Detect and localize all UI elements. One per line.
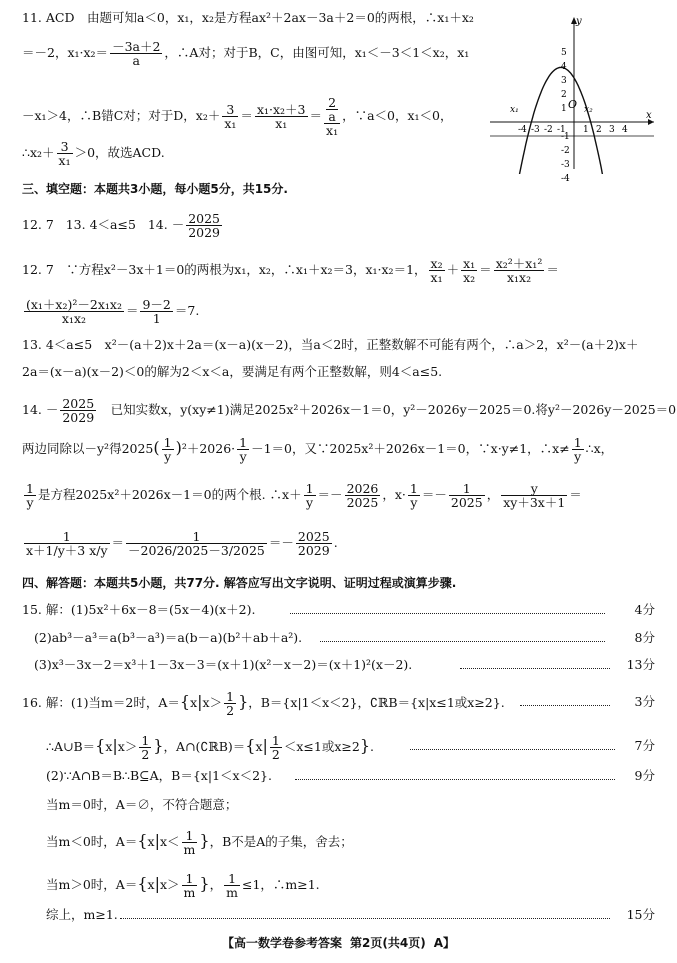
brace-open: {	[95, 736, 106, 755]
text: 当m＜0时，A＝	[46, 834, 138, 849]
brace-close: }	[359, 736, 370, 755]
denominator: y	[164, 449, 172, 464]
q11-line4	[22, 140, 165, 167]
denominator: y	[239, 449, 247, 464]
numerator: 1	[182, 872, 198, 886]
fraction	[237, 436, 249, 463]
fraction	[494, 257, 545, 284]
text: 两边同除以－y²得2025	[22, 441, 154, 456]
numerator: 1	[163, 435, 172, 450]
q13-line1: 13. 4＜a≤5 x²－(a＋2)x＋2a＝(x－a)(x－2)，当a＜2时，正整数解不可能有两个，∴a＞2，x²－(a＋2)x＋	[22, 337, 639, 352]
q15-line3: (3)x³－3x－2＝x³＋1－3x－3＝(x＋1)(x²－x－2)＝(x＋1)²(x－2).	[34, 657, 413, 672]
brace-open: {	[245, 736, 256, 755]
brace-close: }	[238, 692, 249, 711]
denominator: m	[183, 885, 196, 900]
numerator: 1	[239, 435, 248, 450]
section-3-heading: 三、填空题：本题共3小题，每小题5分，共15分.	[22, 182, 288, 196]
q15-line1: 15. 解：(1)5x²＋6x－8＝(5x－4)(x＋2).	[22, 602, 256, 617]
q12-line1	[22, 257, 559, 284]
denominator: m	[183, 842, 196, 857]
score: 4分	[634, 602, 655, 617]
denominator: 2	[141, 747, 150, 762]
text: ＝	[125, 303, 139, 318]
text: x＞	[117, 739, 138, 754]
text: －x₁＞4，∴B错C对；对于D，x₂＋	[22, 108, 221, 123]
section-4-heading: 四、解答题：本题共5小题，共77分. 解答应写出文字说明、证明过程或演算步骤.	[22, 576, 457, 590]
bar: |	[154, 874, 160, 893]
text: x	[190, 695, 198, 710]
q16-line2	[46, 734, 374, 761]
denominator: xy＋3x＋1	[503, 495, 566, 510]
denominator: y	[410, 495, 418, 510]
numerator: 1	[26, 481, 34, 496]
bar: |	[154, 831, 160, 850]
text: x	[147, 834, 155, 849]
y-tick-label: 2	[561, 90, 567, 100]
fraction	[270, 734, 282, 761]
text: ∴x，	[585, 441, 614, 456]
q12-line2	[22, 298, 199, 325]
fraction	[139, 734, 151, 761]
score: 15分	[626, 907, 655, 922]
text: ＝	[546, 262, 559, 277]
text: 12. 7	[22, 217, 54, 232]
text: ∴x₂＋	[22, 145, 55, 160]
fraction	[461, 257, 477, 284]
numerator	[324, 96, 340, 124]
parabola-graph	[488, 14, 658, 184]
text: 12. 7 ∵方程x²－3x＋1＝0的两根为x₁，x₂，∴x₁＋x₂＝3，x₁·x₂＝1，	[22, 262, 427, 277]
numerator: 2026	[346, 481, 379, 496]
text: .	[370, 739, 374, 754]
denominator: x₁	[430, 270, 443, 285]
bar: |	[112, 736, 118, 755]
denominator: x＋1/y＋3 x/y	[26, 543, 108, 558]
text: ＝－	[268, 535, 294, 550]
fraction	[449, 482, 485, 509]
bar: |	[262, 736, 268, 755]
fraction	[24, 482, 36, 509]
fraction	[304, 482, 316, 509]
x-tick-label: 1	[583, 125, 589, 135]
text: 14. －	[147, 217, 185, 232]
text: ，	[209, 877, 223, 892]
fraction	[222, 103, 238, 130]
denominator: x₁	[58, 153, 71, 168]
text: ＝－	[421, 487, 447, 502]
leader-dots	[460, 659, 610, 669]
denominator: a	[132, 53, 140, 68]
q16-line5	[46, 829, 353, 856]
text: ≤1，∴m≥1.	[241, 877, 320, 892]
brace-close: }	[153, 736, 164, 755]
text: ，B不是A的子集，舍去；	[209, 834, 353, 849]
brace-close: }	[199, 831, 210, 850]
y-tick-label: -4	[561, 174, 570, 184]
q14-line1	[22, 397, 676, 424]
numerator: x₁·x₂＋3	[256, 102, 306, 117]
denominator: x₁x₂	[506, 270, 532, 285]
q11-line1: 11. ACD 由题可知a＜0，x₁，x₂是方程ax²＋2ax－3a＋2＝0的两根，∴x₁＋x₂	[22, 10, 474, 25]
numerator: 1	[126, 530, 267, 544]
text: ，x·	[382, 487, 406, 502]
q14-line3	[22, 482, 582, 509]
numerator: 3	[222, 103, 238, 117]
denominator: x₁	[224, 116, 237, 131]
text: ，A∩(∁ℝB)＝	[163, 739, 246, 754]
leader-dots	[290, 604, 605, 614]
leader-dots	[520, 696, 610, 706]
x-axis-label: x	[646, 110, 652, 121]
denominator: y	[26, 495, 34, 510]
text: ∴A∪B＝	[46, 739, 96, 754]
text: 已知实数x，y(xy≠1)满足2025x²＋2026x－1＝0，y²－2026y－2025＝0.将y²－2026y－2025＝0	[98, 402, 677, 417]
numerator: 1	[305, 481, 314, 496]
numerator: 9－2	[142, 297, 171, 312]
text: ＝	[479, 262, 492, 277]
y-tick-labels	[561, 48, 570, 184]
numerator: 1	[271, 733, 280, 748]
denominator: 2029	[297, 543, 330, 558]
denominator: 2025	[346, 495, 379, 510]
denominator: y	[574, 449, 582, 464]
text: x＜	[159, 834, 180, 849]
text: ＝7.	[174, 303, 200, 318]
text: 是方程2025x²＋2026x－1＝0的两个根. ∴x＋	[37, 487, 302, 502]
text: ＝－	[317, 487, 343, 502]
text: .	[333, 535, 338, 550]
numerator: 1	[409, 481, 418, 496]
text: ＞0，故选ACD.	[74, 145, 165, 160]
denominator: a	[328, 109, 336, 124]
denominator: 2025	[450, 495, 483, 510]
text: x＞	[202, 695, 223, 710]
footer-page: 第2页(共4页)	[350, 936, 426, 950]
text: ＋	[446, 262, 460, 277]
denominator: x₁	[326, 123, 339, 138]
y-tick-label: 4	[561, 62, 567, 72]
fraction	[429, 257, 445, 284]
text: ，∴A对；对于B，C，由图可知，x₁＜－3＜1＜x₂，x₁	[164, 45, 470, 60]
fraction	[408, 482, 420, 509]
leader-dots	[120, 909, 610, 919]
text: ，	[486, 487, 500, 502]
q16-line1	[22, 690, 505, 717]
fraction	[326, 96, 338, 123]
denominator: －2026/2025－3/2025	[128, 543, 265, 558]
q16-line3: (2)∵A∩B＝B∴B⊆A，B＝{x|1＜x＜2}.	[46, 768, 272, 783]
score: 3分	[634, 694, 655, 709]
x2-label: x₂	[584, 105, 593, 115]
denominator: x₂	[463, 270, 476, 285]
fraction	[162, 436, 174, 463]
leader-dots	[295, 770, 615, 780]
text: ，∵a＜0，x₁＜0，	[342, 108, 453, 123]
numerator: 3	[57, 140, 73, 154]
fraction	[501, 482, 567, 509]
text: x	[147, 877, 155, 892]
x1-label: x₁	[510, 105, 519, 115]
numerator: 2025	[62, 396, 95, 411]
denominator: 2	[226, 703, 235, 718]
page-footer	[0, 934, 677, 951]
q15-line2: (2)ab³－a³＝a(b³－a³)＝a(b－a)(b²＋ab＋a²).	[34, 630, 303, 645]
denominator: y	[306, 495, 314, 510]
text: ＝－2，x₁·x₂＝	[22, 45, 109, 60]
x-tick-label: -3	[531, 125, 540, 135]
numerator: 1	[573, 435, 582, 450]
fraction	[24, 298, 124, 325]
denominator: 2	[271, 747, 280, 762]
q11-line3	[22, 96, 453, 137]
numerator: x₂	[430, 256, 443, 271]
text: x	[255, 739, 263, 754]
fraction	[224, 690, 236, 717]
x-tick-label: 3	[609, 125, 615, 135]
y-tick-label: 5	[561, 48, 567, 58]
q14-line2	[22, 436, 613, 463]
y-axis-label: y	[576, 16, 582, 27]
numerator: 1	[24, 530, 110, 544]
brace-open: {	[137, 831, 148, 850]
denominator: x₁x₂	[61, 311, 87, 326]
numerator: 1	[224, 872, 240, 886]
brace-close: }	[199, 874, 210, 893]
fraction	[296, 530, 332, 557]
denominator: m	[226, 885, 238, 900]
fraction	[186, 212, 222, 239]
fraction	[126, 530, 267, 557]
q16-line7: 综上，m≥1.	[46, 907, 118, 922]
brace-open: {	[137, 874, 148, 893]
denominator: 1	[152, 311, 161, 326]
y-tick-label: -1	[561, 132, 570, 142]
answers-line	[22, 212, 224, 239]
text: ＝	[111, 535, 125, 550]
brace-open: {	[179, 692, 191, 711]
y-tick-label: 1	[561, 104, 567, 114]
x-tick-label: -2	[544, 125, 553, 135]
y-tick-label: -3	[561, 160, 570, 170]
fraction	[60, 397, 96, 424]
text: ＜x≤1或x≥2	[283, 739, 360, 754]
fraction	[255, 103, 308, 130]
fraction	[224, 872, 240, 899]
numerator: x₂²＋x₁²	[495, 256, 543, 271]
leader-dots	[410, 740, 615, 750]
q16-line4: 当m＝0时，A＝∅，不符合题意；	[46, 797, 238, 812]
q14-line4	[22, 530, 338, 557]
x-tick-label: 4	[622, 125, 628, 135]
numerator: 2025	[188, 211, 221, 226]
text: 16. 解：(1)当m＝2时，A＝	[22, 695, 180, 710]
y-tick-label: 3	[561, 76, 567, 86]
fraction	[140, 298, 172, 325]
denominator: 2029	[62, 410, 95, 425]
numerator: 1	[449, 482, 485, 496]
x-tick-label: -4	[518, 125, 527, 135]
text: ＝	[240, 108, 253, 123]
numerator: 2025	[297, 529, 330, 544]
paren-close: )	[175, 438, 182, 457]
x-tick-labels	[518, 125, 628, 135]
numerator: 1	[141, 733, 150, 748]
score: 8分	[634, 630, 655, 645]
origin-label: O	[568, 98, 578, 111]
numerator: y	[501, 482, 567, 496]
text: －1＝0，又∵2025x²＋2026x－1＝0，∵x·y≠1，∴x≠	[251, 441, 570, 456]
bar: |	[197, 692, 203, 711]
numerator: x₁	[463, 256, 476, 271]
score: 9分	[634, 768, 655, 783]
denominator: 2029	[188, 225, 221, 240]
text: ＝	[309, 108, 323, 123]
text: ²＋2026·	[181, 441, 236, 456]
text: 14. －	[22, 402, 59, 417]
numerator: 1	[226, 689, 235, 704]
q13-line2: 2a＝(x－a)(x－2)＜0的解为2＜x＜a，要满足有两个正整数解，则4＜a≤5.	[22, 364, 443, 379]
q11-line2	[22, 40, 469, 67]
score: 7分	[634, 738, 655, 753]
fraction	[57, 140, 73, 167]
text: 当m＞0时，A＝	[46, 877, 138, 892]
fraction	[182, 829, 198, 856]
leader-dots	[320, 632, 605, 642]
text: ，B＝{x|1＜x＜2}，∁ℝB＝{x|x≤1或x≥2}.	[248, 695, 505, 710]
x-tick-label: 2	[596, 125, 602, 135]
numerator: －3a＋2	[112, 39, 161, 54]
numerator: 2	[328, 95, 337, 110]
score: 13分	[626, 657, 655, 672]
fraction	[182, 872, 198, 899]
x-tick-label: -1	[557, 125, 566, 135]
text: x	[105, 739, 113, 754]
footer-tag: A】	[433, 936, 455, 950]
numerator: 1	[182, 829, 198, 843]
fraction	[24, 530, 110, 557]
text: 13. 4＜a≤5	[65, 217, 136, 232]
text: ＝	[569, 487, 582, 502]
footer-title: 【高一数学卷参考答案	[222, 936, 343, 950]
denominator: x₁	[275, 116, 288, 131]
paren-open: (	[153, 438, 160, 457]
y-tick-label: -2	[561, 146, 570, 156]
numerator: (x₁＋x₂)²－2x₁x₂	[26, 297, 122, 312]
fraction	[324, 96, 340, 137]
text: x＞	[159, 877, 180, 892]
fraction	[345, 482, 381, 509]
fraction	[572, 436, 584, 463]
fraction	[110, 40, 162, 67]
q16-line6	[46, 872, 320, 899]
